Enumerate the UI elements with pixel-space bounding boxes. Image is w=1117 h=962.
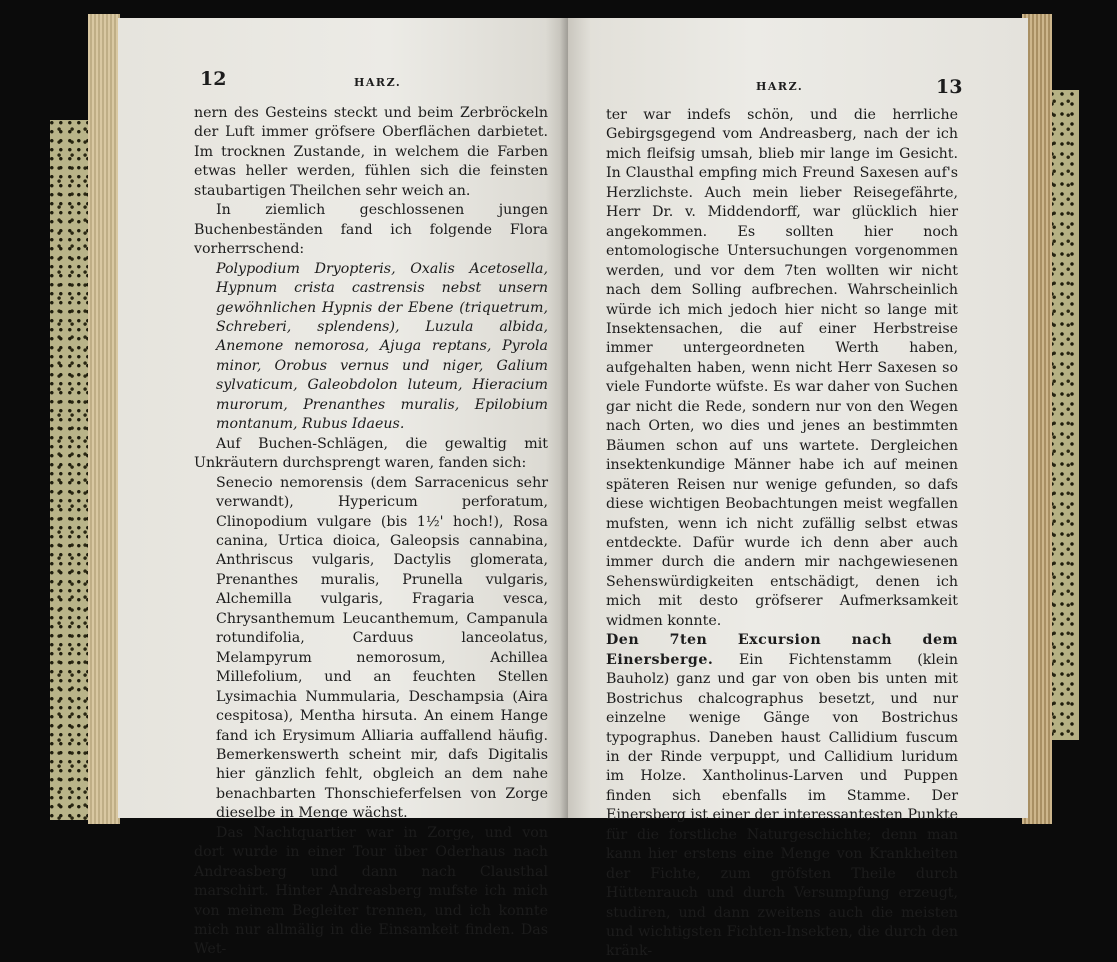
page-body [606,106,958,962]
plant-list: Senecio nemorensis (dem Sarracenicus sehr verwandt), Hypericum perforatum, Clinopodium vulgare (bis 1½' hoch!), Rosa canina, Urtica dioica, Galeopsis cannabina, Anthriscus vulgaris, Dactylis glomerata, Prenanthes muralis, Prunella vulgaris, Alchemilla vulgaris, Fragaria vesca, Chrysanthemum Leucanthemum, Campanula rotundifolia, Carduus lanceolatus, Melampyrum nemorosum, Achillea Millefolium, und an feuchten Stellen Lysimachia Nummularia, Deschampsia (Aira cespitosa), Mentha hirsuta. An einem Hange fand ich Erysimum Alliaria auffallend häufig. Bemerkenswerth scheint mir, dafs Digitalis hier gänzlich fehlt, obgleich an dem nahe benachbarten Thonschieferfelsen von Zorge dieselbe in Menge wächst. [216,474,548,822]
paragraph: Das Nachtquartier war in Zorge, und von dort wurde in einer Tour über Oderhaus nach Andreasberg und dann nach Clausthal marschirt. Hinter Andreasberg mufste ich mich von meinem Begleiter trennen, und ich konnte mich nur allmälig in die Einsamkeit finden. Das Wet- [194,824,548,958]
paragraph-text: Ein Fichtenstamm (klein Bauholz) ganz und gar von oben bis unten mit Bostrichus chalcographus besetzt, und nur einzelne wenige Gänge von Bostrichus typographus. Daneben haust Callidium fuscum in der Rinde verpuppt, und Callidium luridum im Holze. Xantholinus-Larven und Puppen finden sich ebenfalls im Stamme. Der Einersberg ist einer der interessantesten Punkte für die forstliche Naturgeschichte; denn man kann hier erstens eine Menge von Krankheiten der Fichte, zum gröfsten Theile durch Hüttenrauch und durch Versumpfung erzeugt, studiren, und dann zweitens auch die meisten und wichtigsten Fichten-Insekten, die durch den kränk- [606,651,958,960]
page-body [194,104,548,960]
left-page-edges [88,14,120,824]
paragraph-with-heading [606,631,958,962]
left-page [118,18,568,958]
page-number: 13 [936,76,963,98]
running-head: HARZ. [354,76,402,89]
paragraph: nern des Gesteins steckt und beim Zerbröckeln der Luft immer gröfsere Oberflächen darbietet. Im trocknen Zustande, in welchem die Farben etwas heller werden, fühlen sich die feinsten staubartigen Theilchen sehr weich an. [194,105,548,199]
running-head: HARZ. [756,80,804,93]
paragraph: Auf Buchen-Schlägen, die gewaltig mit Unkräutern durchsprengt waren, fanden sich: [194,435,548,472]
paragraph: In ziemlich geschlossenen jungen Buchenbeständen fand ich folgende Flora vorherrschend: [194,202,548,258]
paragraph: ter war indefs schön, und die herrliche Gebirgsgegend vom Andreasberg, nach der ich mich fleifsig umsah, blieb mir lange im Gesicht. In Clausthal empfing mich Freund Saxesen auf's Herzlichste. Auch mein lieber Reisegefährte, Herr Dr. v. Middendorff, war glücklich hier angekommen. Es sollten hier noch entomologische Untersuchungen vorgenommen werden, und vor dem 7ten wollten wir nicht nach dem Solling aufbrechen. Wahrscheinlich würde ich mich jedoch hier nicht so lange mit Insektensachen, die auf einer Herbstreise immer untergeordneten Werth haben, aufgehalten haben, wenn nicht Herr Saxesen so viele Fundorte wüfste. Es war daher von Suchen gar nicht die Rede, sondern nur von den Wegen nach Orten, wo dies und jenes an bestimmten Bäumen schon auf uns wartete. Dergleichen insektenkundige Männer habe ich auf meinen späteren Reisen nur wenige gefunden, so dafs diese wichtigen Beobachtungen meist wegfallen mufsten, wenn ich nicht zufällig selbst etwas entdeckte. Dafür wurde ich denn aber auch immer durch die andern mir nachgewiesenen Sehenswürdigkeiten entschädigt, denen ich mich mit desto gröfserer Aufmerksamkeit widmen konnte. [606,107,958,629]
plant-list: Polypodium Dryopteris, Oxalis Acetosella, Hypnum crista castrensis nebst unsern gewöhnlichen Hypnis der Ebene (triquetrum, Schreberi, splendens), Luzula albida, Anemone nemorosa, Ajuga reptans, Pyrola minor, Orobus vernus und niger, Galium sylvaticum, Galeobdolon luteum, Hieracium murorum, Prenanthes muralis, Epilobium montanum, Rubus Idaeus. [216,260,548,433]
page-number: 12 [200,68,227,90]
right-page [568,18,1028,960]
section-heading: Den 7ten Excursion nach dem Einersberge. [606,632,958,668]
